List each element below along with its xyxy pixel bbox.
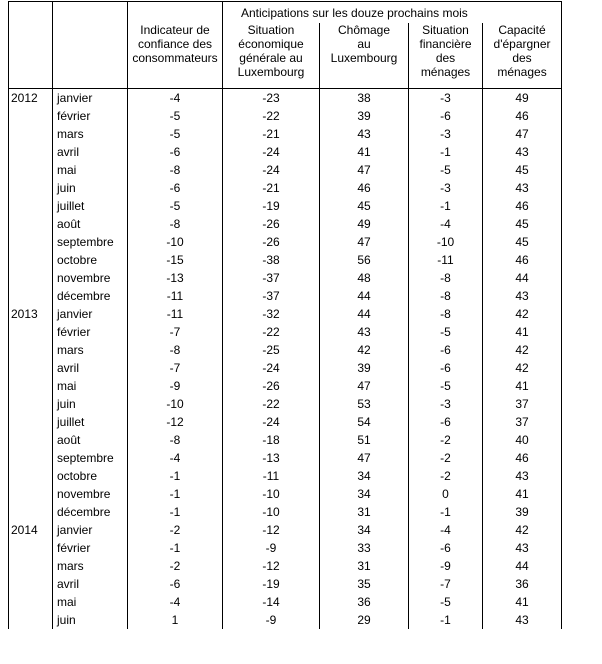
financial-value: -8 [409, 305, 483, 323]
month-cell: novembre [53, 485, 128, 503]
savings-value: 45 [483, 161, 562, 179]
year-cell [9, 395, 53, 413]
header-line: économique [238, 37, 304, 51]
financial-value: -7 [409, 575, 483, 593]
financial-value: -2 [409, 431, 483, 449]
table-row [9, 287, 562, 305]
unemployment-value: 34 [320, 485, 409, 503]
savings-value: 43 [483, 179, 562, 197]
header-line: Chômage [337, 23, 391, 37]
economic-value: -10 [223, 503, 320, 521]
savings-value: 47 [483, 125, 562, 143]
economic-value: -11 [223, 467, 320, 485]
economic-value: -12 [223, 557, 320, 575]
table-row [9, 539, 562, 557]
indicator-value: -1 [128, 485, 223, 503]
savings-value: 42 [483, 341, 562, 359]
year-cell [9, 269, 53, 287]
indicator-value: -8 [128, 215, 223, 233]
economic-value: -21 [223, 179, 320, 197]
financial-value: -1 [409, 143, 483, 161]
economic-value: -18 [223, 431, 320, 449]
table-row [9, 593, 562, 611]
month-cell: septembre [53, 449, 128, 467]
financial-value: -4 [409, 215, 483, 233]
table-row [9, 107, 562, 125]
table-row [9, 323, 562, 341]
indicator-value: -4 [128, 449, 223, 467]
unemployment-value: 45 [320, 197, 409, 215]
year-header-cell [9, 2, 53, 24]
table-row [9, 269, 562, 287]
header-line: Luxembourg [330, 51, 398, 65]
month-cell: février [53, 539, 128, 557]
header-line: des [435, 51, 456, 65]
financial-value: -4 [409, 521, 483, 539]
header-line: Luxembourg [237, 65, 305, 79]
unemployment-value: 39 [320, 107, 409, 125]
economic-value: -37 [223, 269, 320, 287]
financial-value: -3 [409, 395, 483, 413]
table-row [9, 467, 562, 485]
year-cell [9, 107, 53, 125]
month-cell: avril [53, 143, 128, 161]
financial-situation-header [409, 23, 483, 89]
indicator-value: -8 [128, 431, 223, 449]
year-cell [9, 467, 53, 485]
indicator-value: -2 [128, 521, 223, 539]
financial-value: -6 [409, 341, 483, 359]
month-cell: mai [53, 161, 128, 179]
table-row [9, 179, 562, 197]
month-cell: janvier [53, 89, 128, 108]
savings-value: 37 [483, 395, 562, 413]
header-line: ménages [497, 65, 547, 79]
month-cell: mars [53, 125, 128, 143]
financial-value: -6 [409, 359, 483, 377]
month-cell: octobre [53, 467, 128, 485]
year-cell [9, 449, 53, 467]
month-cell: janvier [53, 305, 128, 323]
savings-value: 49 [483, 89, 562, 108]
year-cell [9, 539, 53, 557]
unemployment-value: 43 [320, 323, 409, 341]
unemployment-value: 39 [320, 359, 409, 377]
month-cell: mai [53, 377, 128, 395]
financial-value: -8 [409, 269, 483, 287]
economic-value: -21 [223, 125, 320, 143]
financial-value: -6 [409, 413, 483, 431]
table-row [9, 161, 562, 179]
header-line: Indicateur de [140, 23, 210, 37]
financial-value: -5 [409, 377, 483, 395]
savings-value: 43 [483, 143, 562, 161]
year-cell [9, 161, 53, 179]
financial-value: -3 [409, 125, 483, 143]
unemployment-value: 31 [320, 503, 409, 521]
economic-value: -26 [223, 377, 320, 395]
header-columns-row [9, 23, 562, 89]
savings-value: 46 [483, 107, 562, 125]
table-row [9, 197, 562, 215]
year-cell [9, 431, 53, 449]
indicator-value: -6 [128, 179, 223, 197]
month-cell: février [53, 107, 128, 125]
year-cell [9, 251, 53, 269]
month-cell: décembre [53, 287, 128, 305]
savings-value: 43 [483, 539, 562, 557]
savings-value: 37 [483, 413, 562, 431]
indicator-value: -6 [128, 143, 223, 161]
indicator-value: -8 [128, 161, 223, 179]
month-cell: avril [53, 359, 128, 377]
economic-value: -22 [223, 323, 320, 341]
unemployment-value: 46 [320, 179, 409, 197]
table-row [9, 359, 562, 377]
table-row [9, 485, 562, 503]
unemployment-value: 51 [320, 431, 409, 449]
table-row [9, 215, 562, 233]
indicator-value: -4 [128, 593, 223, 611]
unemployment-value: 42 [320, 341, 409, 359]
indicator-value: -7 [128, 359, 223, 377]
table-row [9, 557, 562, 575]
economic-value: -24 [223, 413, 320, 431]
indicator-value: -15 [128, 251, 223, 269]
unemployment-value: 47 [320, 233, 409, 251]
financial-value: -5 [409, 593, 483, 611]
unemployment-value: 29 [320, 611, 409, 629]
financial-value: -6 [409, 107, 483, 125]
financial-value: 0 [409, 485, 483, 503]
financial-value: -2 [409, 449, 483, 467]
year-cell [9, 287, 53, 305]
indicator-value: -11 [128, 287, 223, 305]
indicator-value: -1 [128, 503, 223, 521]
indicator-header [128, 23, 223, 89]
indicator-value: -7 [128, 323, 223, 341]
financial-value: -1 [409, 197, 483, 215]
economic-value: -22 [223, 107, 320, 125]
savings-value: 41 [483, 485, 562, 503]
table-row [9, 251, 562, 269]
indicator-value: -8 [128, 341, 223, 359]
month-cell: août [53, 215, 128, 233]
header-line: financière [419, 37, 472, 51]
savings-value: 44 [483, 269, 562, 287]
indicator-value: -11 [128, 305, 223, 323]
savings-value: 42 [483, 359, 562, 377]
unemployment-value: 36 [320, 593, 409, 611]
savings-value: 40 [483, 431, 562, 449]
table-row [9, 503, 562, 521]
savings-value: 41 [483, 377, 562, 395]
month-cell: juillet [53, 413, 128, 431]
consumer-confidence-table [8, 1, 562, 629]
year-cell [9, 593, 53, 611]
unemployment-value: 47 [320, 377, 409, 395]
year-cell [9, 413, 53, 431]
unemployment-value: 53 [320, 395, 409, 413]
header-line: des [512, 51, 532, 65]
savings-value: 42 [483, 305, 562, 323]
month-cell: avril [53, 575, 128, 593]
savings-value: 42 [483, 521, 562, 539]
indicator-value: -12 [128, 413, 223, 431]
economic-value: -24 [223, 359, 320, 377]
indicator-value: -10 [128, 395, 223, 413]
financial-value: -3 [409, 89, 483, 108]
indicator-value: -4 [128, 89, 223, 108]
year-cell [9, 125, 53, 143]
financial-value: -10 [409, 233, 483, 251]
savings-capacity-header [483, 23, 562, 89]
unemployment-value: 41 [320, 143, 409, 161]
savings-value: 43 [483, 611, 562, 629]
table-row [9, 89, 562, 108]
table-row [9, 449, 562, 467]
month-cell: juin [53, 611, 128, 629]
table-row [9, 413, 562, 431]
unemployment-value: 47 [320, 449, 409, 467]
year-cell [9, 323, 53, 341]
savings-value: 41 [483, 323, 562, 341]
economic-value: -26 [223, 215, 320, 233]
savings-value: 43 [483, 467, 562, 485]
year-cell [9, 575, 53, 593]
savings-value: 39 [483, 503, 562, 521]
table-row [9, 611, 562, 629]
economic-value: -10 [223, 485, 320, 503]
indicator-value: -10 [128, 233, 223, 251]
economic-situation-header [223, 23, 320, 89]
economic-value: -9 [223, 611, 320, 629]
month-cell: novembre [53, 269, 128, 287]
indicator-value: -1 [128, 539, 223, 557]
year-cell [9, 557, 53, 575]
unemployment-value: 34 [320, 521, 409, 539]
economic-value: -26 [223, 233, 320, 251]
unemployment-value: 56 [320, 251, 409, 269]
header-line: Situation [247, 23, 295, 37]
year-cell [9, 179, 53, 197]
table-row [9, 395, 562, 413]
financial-value: -1 [409, 611, 483, 629]
unemployment-value: 44 [320, 287, 409, 305]
indicator-value: -1 [128, 467, 223, 485]
header-line: consommateurs [132, 51, 218, 65]
header-line: confiance des [137, 37, 213, 51]
year-cell: 2012 [9, 89, 53, 108]
financial-value: -11 [409, 251, 483, 269]
financial-value: -5 [409, 323, 483, 341]
economic-value: -24 [223, 143, 320, 161]
economic-value: -14 [223, 593, 320, 611]
month-cell: mars [53, 557, 128, 575]
month-cell: décembre [53, 503, 128, 521]
month-cell: juin [53, 395, 128, 413]
unemployment-value: 38 [320, 89, 409, 108]
savings-value: 46 [483, 197, 562, 215]
month-cell: février [53, 323, 128, 341]
financial-value: -3 [409, 179, 483, 197]
indicator-value: 1 [128, 611, 223, 629]
economic-value: -22 [223, 395, 320, 413]
month-cell: septembre [53, 233, 128, 251]
year-cell [9, 143, 53, 161]
savings-value: 41 [483, 593, 562, 611]
indicator-value: -2 [128, 557, 223, 575]
year-cell [9, 503, 53, 521]
savings-value: 36 [483, 575, 562, 593]
table-row [9, 305, 562, 323]
unemployment-value: 47 [320, 161, 409, 179]
month-cell: mai [53, 593, 128, 611]
header-line: Situation [422, 23, 469, 37]
financial-value: -8 [409, 287, 483, 305]
economic-value: -9 [223, 539, 320, 557]
year-cell [9, 341, 53, 359]
year-cell [9, 485, 53, 503]
year-cell [9, 215, 53, 233]
economic-value: -19 [223, 575, 320, 593]
header-line: ménages [420, 65, 471, 79]
header-line: au [357, 37, 371, 51]
table-row [9, 125, 562, 143]
header-line: Capacité [498, 23, 546, 37]
year-cell: 2014 [9, 521, 53, 539]
indicator-value: -5 [128, 107, 223, 125]
savings-value: 45 [483, 215, 562, 233]
year-cell [9, 233, 53, 251]
savings-value: 46 [483, 449, 562, 467]
header-line: d'épargner [493, 37, 551, 51]
super-header: Anticipations sur les douze prochains mois [223, 2, 562, 24]
indicator-value: -5 [128, 125, 223, 143]
table-row [9, 233, 562, 251]
financial-value: -2 [409, 467, 483, 485]
month-cell: janvier [53, 521, 128, 539]
month-header-cell [53, 2, 128, 24]
unemployment-value: 49 [320, 215, 409, 233]
year-cell [9, 377, 53, 395]
economic-value: -12 [223, 521, 320, 539]
month-header-blank [53, 23, 128, 89]
unemployment-value: 54 [320, 413, 409, 431]
unemployment-value: 31 [320, 557, 409, 575]
economic-value: -25 [223, 341, 320, 359]
financial-value: -1 [409, 503, 483, 521]
table-row [9, 431, 562, 449]
economic-value: -23 [223, 89, 320, 108]
month-cell: mars [53, 341, 128, 359]
table-row [9, 575, 562, 593]
savings-value: 44 [483, 557, 562, 575]
year-header-blank [9, 23, 53, 89]
unemployment-value: 44 [320, 305, 409, 323]
table-row [9, 341, 562, 359]
indicator-value: -5 [128, 197, 223, 215]
indicator-value: -6 [128, 575, 223, 593]
year-cell [9, 611, 53, 629]
financial-value: -5 [409, 161, 483, 179]
financial-value: -9 [409, 557, 483, 575]
table-row [9, 143, 562, 161]
indicator-value: -13 [128, 269, 223, 287]
unemployment-value: 48 [320, 269, 409, 287]
header-line: générale au [239, 51, 303, 65]
table-row [9, 521, 562, 539]
indicator-value: -9 [128, 377, 223, 395]
unemployment-value: 43 [320, 125, 409, 143]
year-cell [9, 197, 53, 215]
table-row [9, 377, 562, 395]
header-super-row [9, 2, 562, 24]
year-cell: 2013 [9, 305, 53, 323]
unemployment-value: 33 [320, 539, 409, 557]
financial-value: -6 [409, 539, 483, 557]
unemployment-value: 35 [320, 575, 409, 593]
economic-value: -19 [223, 197, 320, 215]
savings-value: 43 [483, 287, 562, 305]
economic-value: -38 [223, 251, 320, 269]
month-cell: août [53, 431, 128, 449]
month-cell: juillet [53, 197, 128, 215]
economic-value: -24 [223, 161, 320, 179]
economic-value: -13 [223, 449, 320, 467]
economic-value: -32 [223, 305, 320, 323]
month-cell: octobre [53, 251, 128, 269]
month-cell: juin [53, 179, 128, 197]
unemployment-value: 34 [320, 467, 409, 485]
year-cell [9, 359, 53, 377]
economic-value: -37 [223, 287, 320, 305]
savings-value: 46 [483, 251, 562, 269]
unemployment-header [320, 23, 409, 89]
savings-value: 45 [483, 233, 562, 251]
indicator-header-top [128, 2, 223, 24]
